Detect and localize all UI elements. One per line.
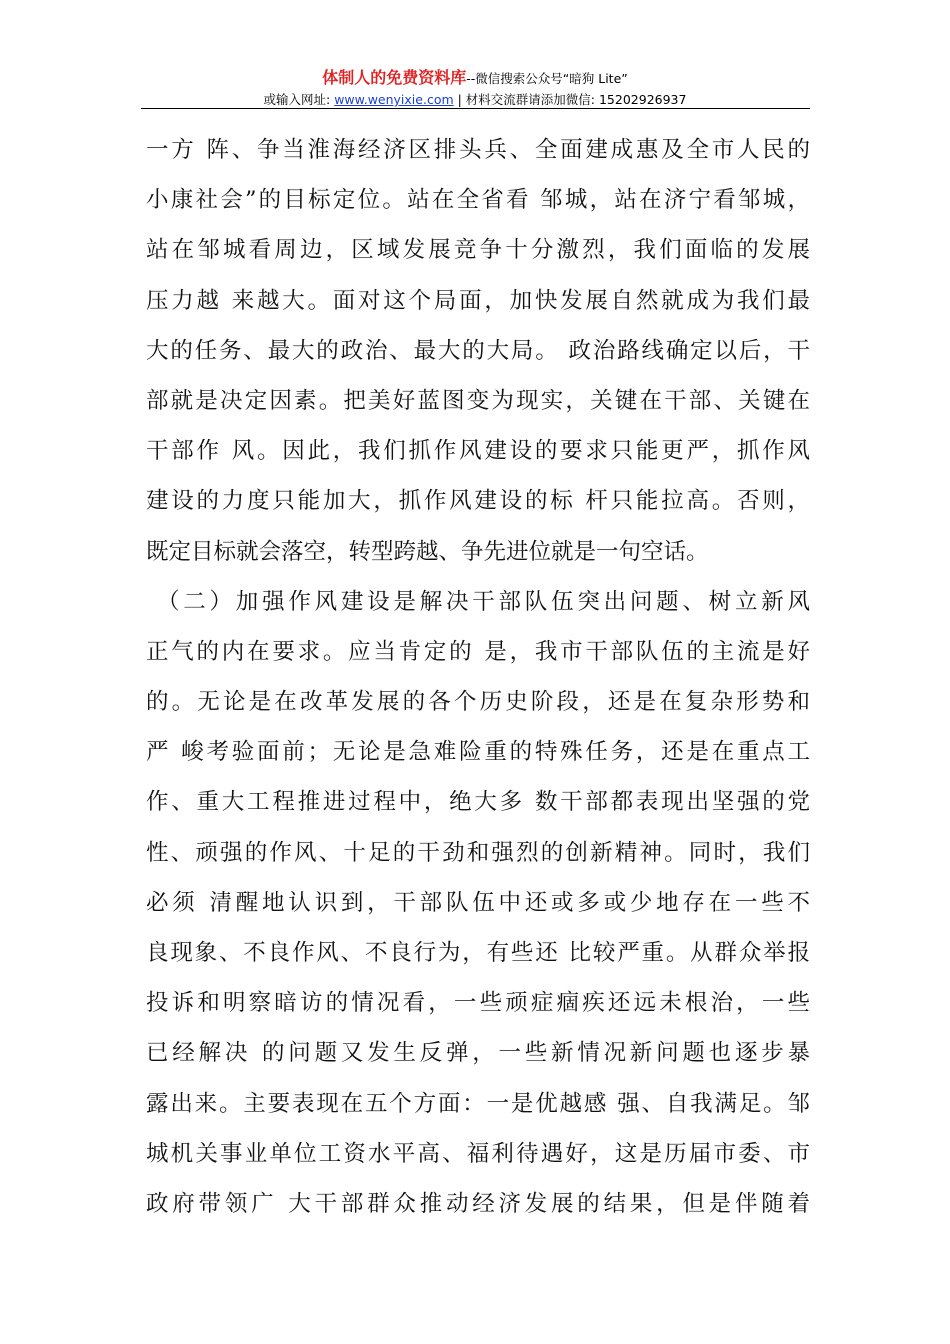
header-url-prefix: 或输入网址: — [263, 92, 335, 107]
header-website-link[interactable]: www.wenyixie.com — [334, 92, 454, 107]
header-contact: | 材料交流群请添加微信: 15202926937 — [453, 92, 687, 107]
text-line: 部就是决定因素。把美好蓝图变为现实，关键在干部、关键在 — [146, 387, 810, 414]
text-line: 一方 阵、争当淮海经济区排头兵、全面建成惠及全市人民的 — [146, 137, 810, 163]
text-line: 严 峻考验面前；无论是急难险重的特殊任务，还是在重点工 — [146, 739, 810, 766]
text-line: 建设的力度只能加大，抓作风建设的标 杆只能拉高。否则， — [146, 488, 810, 515]
text-line: 小康社会”的目标定位。站在全省看 邹城，站在济宁看邹城， — [146, 187, 810, 214]
text-line: 站在邹城看周边，区域发展竞争十分激烈，我们面临的发展 — [146, 237, 810, 264]
header-line-1 — [0, 68, 950, 89]
text-line: 露出来。主要表现在五个方面：一是优越感 强、自我满足。邹 — [146, 1090, 810, 1117]
text-line: 正气的内在要求。应当肯定的 是，我市干部队伍的主流是好 — [146, 638, 810, 665]
text-line: 作、重大工程推进过程中，绝大多 数干部都表现出坚强的党 — [146, 789, 810, 816]
text-line: 大的任务、最大的政治、最大的大局。 政治路线确定以后，干 — [146, 337, 810, 364]
page-header — [0, 68, 950, 109]
text-line: 干部作 风。因此，我们抓作风建设的要求只能更严，抓作风 — [146, 438, 810, 465]
text-line: 压力越 来越大。面对这个局面，加快发展自然就成为我们最 — [146, 287, 810, 314]
text-line: 既定目标就会落空，转型跨越、争先进位就是一句空话。 — [146, 538, 709, 565]
text-line: 政府带领广 大干部群众推动经济发展的结果，但是伴随着 — [146, 1190, 810, 1217]
paragraph-start-line: （二）加强作风建设是解决干部队伍突出问题、树立新风 — [157, 588, 810, 615]
text-line: 性、顽强的作风、十足的干劲和强烈的创新精神。同时，我们 — [146, 839, 810, 866]
text-line: 良现象、不良作风、不良行为，有些还 比较严重。从群众举报 — [146, 940, 810, 966]
header-divider — [141, 108, 810, 109]
header-line-2 — [0, 91, 950, 109]
header-note: --微信搜索公众号“暗狗 Lite” — [466, 71, 628, 86]
header-title: 体制人的免费资料库 — [322, 68, 467, 87]
text-line: 已经解决 的问题又发生反弹，一些新情况新问题也逐步暴 — [146, 1040, 810, 1067]
body-text — [146, 125, 810, 1229]
text-line: 必须 清醒地认识到，干部队伍中还或多或少地存在一些不 — [146, 889, 810, 916]
text-line: 的。无论是在改革发展的各个历史阶段，还是在复杂形势和 — [146, 689, 810, 716]
text-line: 城机关事业单位工资水平高、福利待遇好，这是历届市委、市 — [146, 1140, 810, 1167]
text-line: 投诉和明察暗访的情况看，一些顽症痼疾还远未根治，一些 — [146, 990, 810, 1017]
